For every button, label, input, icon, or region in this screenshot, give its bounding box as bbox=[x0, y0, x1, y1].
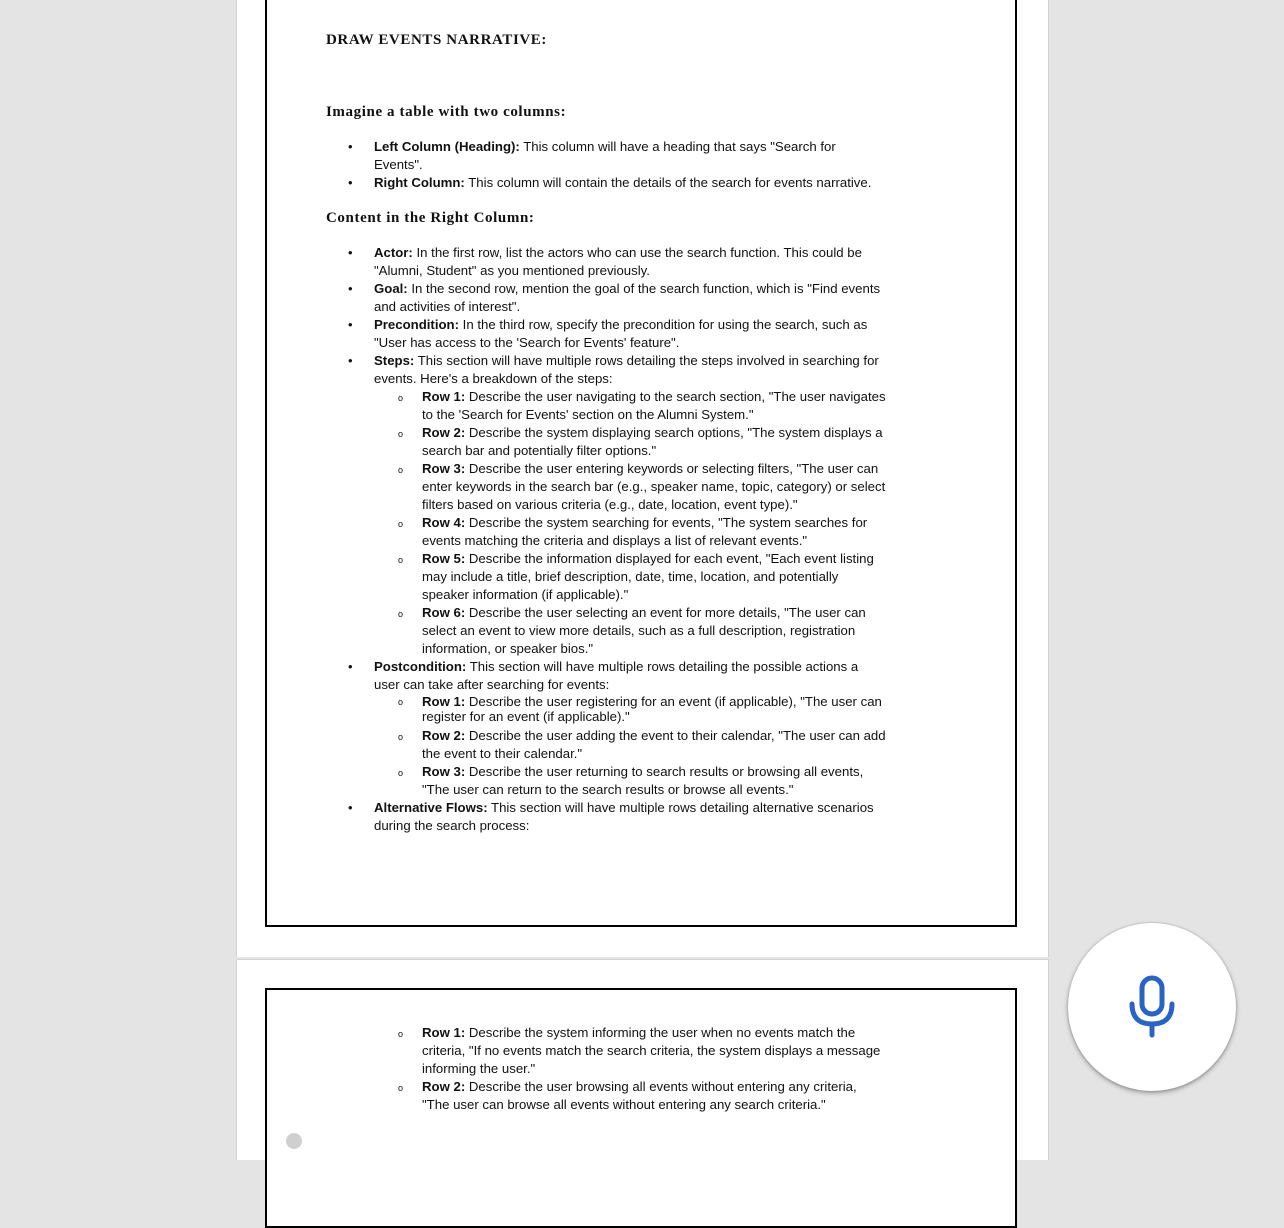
list-item: o Row 1: Describe the system informing the user when no events match the criteria, "If no events match the search criteria, the system displays a message informing the user." bbox=[374, 1024, 886, 1078]
postcondition-item: • Postcondition: This section will have multiple rows detailing the possible actions a user can take after searching for events: o Row 1: Describe the user registering for an event (if applicable), "The user can register for an event (if applicable)." o Row 2: Describe the user adding the event to their calendar, "The user can add the event to their calendar." o Row 3: Describe the user returning to search results or browsing all events, "The user can return to the search results or browse all events." bbox=[326, 658, 886, 799]
list-item: • Left Column (Heading): This column will have a heading that says "Search for Events". bbox=[326, 138, 886, 174]
content-list bbox=[326, 244, 886, 835]
columns-list bbox=[326, 138, 886, 192]
page-2-content bbox=[326, 1024, 886, 1114]
list-item: o Row 6: Describe the user selecting an event for more details, "The user can select an event to view more details, such as a full description, registration information, or speaker bios." bbox=[374, 604, 886, 658]
list-item: o Row 2: Describe the user browsing all events without entering any criteria, "The user can browse all events without entering any search criteria." bbox=[374, 1078, 886, 1114]
list-item: o Row 3: Describe the user returning to search results or browsing all events, "The user can return to the search results or browse all events." bbox=[374, 763, 886, 799]
page-1-content bbox=[326, 30, 886, 851]
list-item: o Row 1: Describe the user registering for an event (if applicable), "The user can register for an event (if applicable)." bbox=[374, 694, 886, 724]
alternative-flow-rows bbox=[374, 1024, 886, 1114]
list-item: o Row 1: Describe the user navigating to the search section, "The user navigates to the 'Search for Events' section on the Alumni System." bbox=[374, 388, 886, 424]
table-heading: Imagine a table with two columns: bbox=[326, 104, 567, 120]
list-item: o Row 3: Describe the user entering keywords or selecting filters, "The user can enter keywords in the search bar (e.g., speaker name, topic, category) or select filters based on various criteria (e.g., date, location, event type)." bbox=[374, 460, 886, 514]
drag-handle[interactable] bbox=[286, 1133, 302, 1149]
steps-rows bbox=[374, 388, 886, 658]
document-page-1 bbox=[236, 0, 1049, 957]
steps-item: • Steps: This section will have multiple rows detailing the steps involved in searching for events. Here's a breakdown of the steps: o Row 1: Describe the user navigating to the search section, "The user navigates to the 'Search for Events' section on the Alumni System." o Row 2: Describe the system displaying search options, "The system displays a search bar and potentially filter options." o Row 3: Describe the user entering keywords or selecting filters, "The user can enter keywords in the search bar (e.g., speaker name, topic, category) or select filters based on various criteria (e.g., date, location, event type)." o Row 4: Describe the system searching for events, "The system searches for events matching the criteria and displays a list of relevant events." o Row 5: Describe the information displayed for each event, "Each event listing may include a title, brief description, date, time, location, and potentially speaker information (if applicable)." o Row 6: Describe the user selecting an event for more details, "The user can select an event to view more details, such as a full description, registration information, or speaker bios." bbox=[326, 352, 886, 658]
content-heading: Content in the Right Column: bbox=[326, 210, 535, 226]
postcondition-rows bbox=[374, 694, 886, 799]
voice-input-button[interactable] bbox=[1068, 923, 1236, 1091]
list-item: o Row 4: Describe the system searching for events, "The system searches for events matching the criteria and displays a list of relevant events." bbox=[374, 514, 886, 550]
list-item: o Row 2: Describe the user adding the event to their calendar, "The user can add the event to their calendar." bbox=[374, 727, 886, 763]
list-item: o Row 5: Describe the information displayed for each event, "Each event listing may include a title, brief description, date, time, location, and potentially speaker information (if applicable)." bbox=[374, 550, 886, 604]
document-page-2 bbox=[236, 959, 1049, 1160]
list-item: • Right Column: This column will contain the details of the search for events narrative. bbox=[326, 174, 886, 192]
microphone-icon bbox=[1128, 975, 1176, 1039]
goal-item: • Goal: In the second row, mention the goal of the search function, which is "Find events and activities of interest". bbox=[326, 280, 886, 316]
alternative-flows-item: • Alternative Flows: This section will have multiple rows detailing alternative scenarios during the search process: bbox=[326, 799, 886, 835]
list-item: o Row 2: Describe the system displaying search options, "The system displays a search bar and potentially filter options." bbox=[374, 424, 886, 460]
document-title: DRAW EVENTS NARRATIVE: bbox=[326, 32, 548, 48]
precondition-item: • Precondition: In the third row, specify the precondition for using the search, such as "User has access to the 'Search for Events' feature". bbox=[326, 316, 886, 352]
actor-item: • Actor: In the first row, list the actors who can use the search function. This could be "Alumni, Student" as you mentioned previously. bbox=[326, 244, 886, 280]
